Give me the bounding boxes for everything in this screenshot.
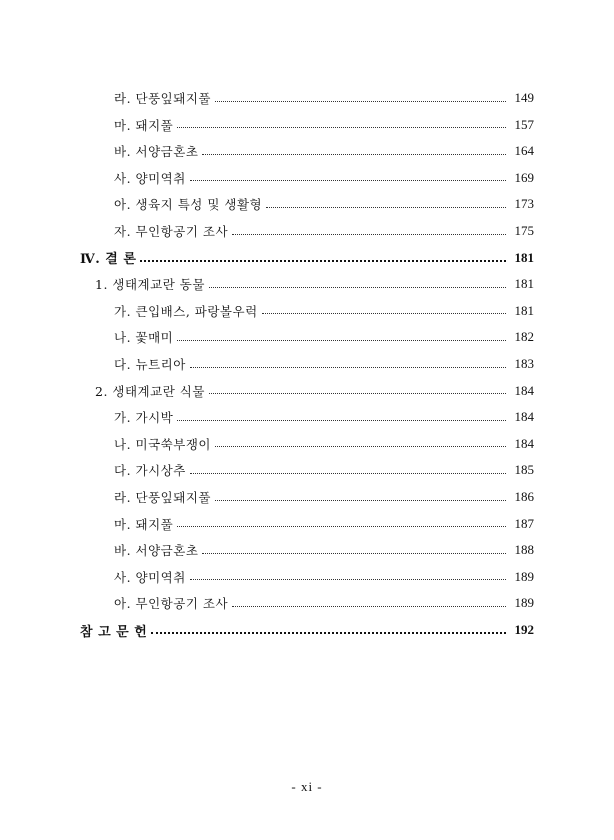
toc-entry	[0, 112, 534, 138]
toc-leader-dots	[202, 553, 506, 554]
toc-entry	[0, 298, 534, 324]
toc-entry-label: 1. 생태계교란 동물	[95, 277, 205, 293]
toc-entry	[0, 351, 534, 377]
toc-leader-dots	[262, 313, 506, 314]
toc-leader-dots	[190, 367, 506, 368]
toc-leader-dots	[232, 606, 506, 607]
toc-leader-dots	[177, 420, 506, 421]
toc-entry-label: 마. 돼지풀	[114, 117, 174, 133]
toc-entry-page: 184	[514, 435, 534, 451]
toc-entry-page: 184	[514, 382, 534, 398]
toc-entry-page: 184	[514, 409, 534, 425]
toc-leader-dots	[266, 207, 506, 208]
toc-entry-page: 187	[514, 515, 534, 531]
toc-entry-page: 182	[514, 329, 534, 345]
toc-leader-dots	[190, 180, 506, 181]
toc-entry-label: 아. 생육지 특성 및 생활형	[114, 197, 263, 213]
toc-entry	[0, 564, 534, 590]
toc-leader-dots	[190, 473, 506, 474]
toc-leader-dots	[177, 127, 506, 128]
toc-entry-label: 마. 돼지풀	[114, 516, 174, 532]
toc-entry-page: 169	[514, 169, 534, 185]
toc-leader-dots	[202, 154, 506, 155]
toc-entry-page: 185	[514, 462, 534, 478]
toc-entry-label: 2. 생태계교란 식물	[95, 383, 205, 399]
toc-leader-dots	[190, 579, 506, 580]
toc-leader-dots	[215, 446, 506, 447]
toc-entry-label: Ⅳ. 결 론	[80, 252, 137, 268]
toc-entry-label: 자. 무인항공기 조사	[114, 224, 229, 239]
toc-entry	[0, 484, 534, 510]
toc-entry	[0, 138, 534, 164]
toc-entry-label: 바. 서양금혼초	[114, 144, 199, 160]
toc-entry-label: 다. 뉴트리아	[114, 357, 186, 372]
toc-entry	[0, 404, 534, 430]
toc-entry	[0, 511, 534, 537]
toc-leader-dots	[209, 393, 506, 394]
toc-entry-page: 189	[514, 595, 534, 611]
toc-entry	[0, 431, 534, 457]
toc-entry	[0, 85, 534, 111]
toc-entry-label: 참 고 문 헌	[80, 624, 148, 640]
toc-entry	[0, 617, 534, 643]
toc-leader-dots	[140, 260, 506, 262]
toc-leader-dots	[209, 287, 506, 288]
toc-entry-page: 186	[514, 489, 534, 504]
toc-leader-dots	[151, 632, 506, 634]
toc-entry-label: 나. 미국쑥부쟁이	[114, 436, 211, 452]
toc-entry-label: 가. 큰입배스, 파랑볼우럭	[114, 303, 258, 319]
page-number: - xi -	[291, 779, 323, 794]
toc-entry-page: 188	[514, 542, 534, 558]
toc-leader-dots	[232, 234, 506, 235]
toc-entry	[0, 245, 534, 271]
toc-leader-dots	[215, 101, 506, 102]
toc-entry-page: 149	[514, 90, 534, 105]
toc-entry	[0, 590, 534, 616]
toc-entry-page: 181	[514, 276, 534, 292]
toc-entry-page: 157	[514, 116, 534, 132]
toc-entry-page: 183	[514, 356, 534, 371]
toc-entry-label: 나. 꽃매미	[114, 330, 174, 346]
toc-entry-page: 173	[514, 196, 534, 212]
toc-entry	[0, 537, 534, 563]
toc-entry-page: 175	[514, 223, 534, 238]
toc-entry-label: 사. 양미역취	[114, 569, 186, 585]
toc-entry	[0, 271, 534, 297]
toc-leader-dots	[215, 500, 506, 501]
toc-entry-label: 사. 양미역취	[114, 170, 186, 186]
toc-entry-label: 다. 가시상추	[114, 463, 186, 479]
toc-entry	[0, 324, 534, 350]
toc-entry-page: 192	[514, 622, 534, 637]
toc-entry	[0, 218, 534, 244]
toc-leader-dots	[177, 340, 506, 341]
toc-entry-page: 189	[514, 568, 534, 584]
toc-entry-label: 라. 단풍잎돼지풀	[114, 91, 211, 106]
toc-entry-page: 181	[514, 302, 534, 318]
toc-entry-label: 가. 가시박	[114, 410, 174, 426]
toc-entry	[0, 165, 534, 191]
toc-entry	[0, 457, 534, 483]
toc-entry-page: 164	[514, 143, 534, 159]
toc-entry	[0, 191, 534, 217]
toc-entry	[0, 378, 534, 404]
toc-entry-label: 바. 서양금혼초	[114, 543, 199, 559]
toc-entry-label: 아. 무인항공기 조사	[114, 596, 229, 612]
toc-entry-page: 181	[514, 249, 534, 265]
toc-entry-label: 라. 단풍잎돼지풀	[114, 490, 211, 505]
toc-leader-dots	[177, 526, 506, 527]
